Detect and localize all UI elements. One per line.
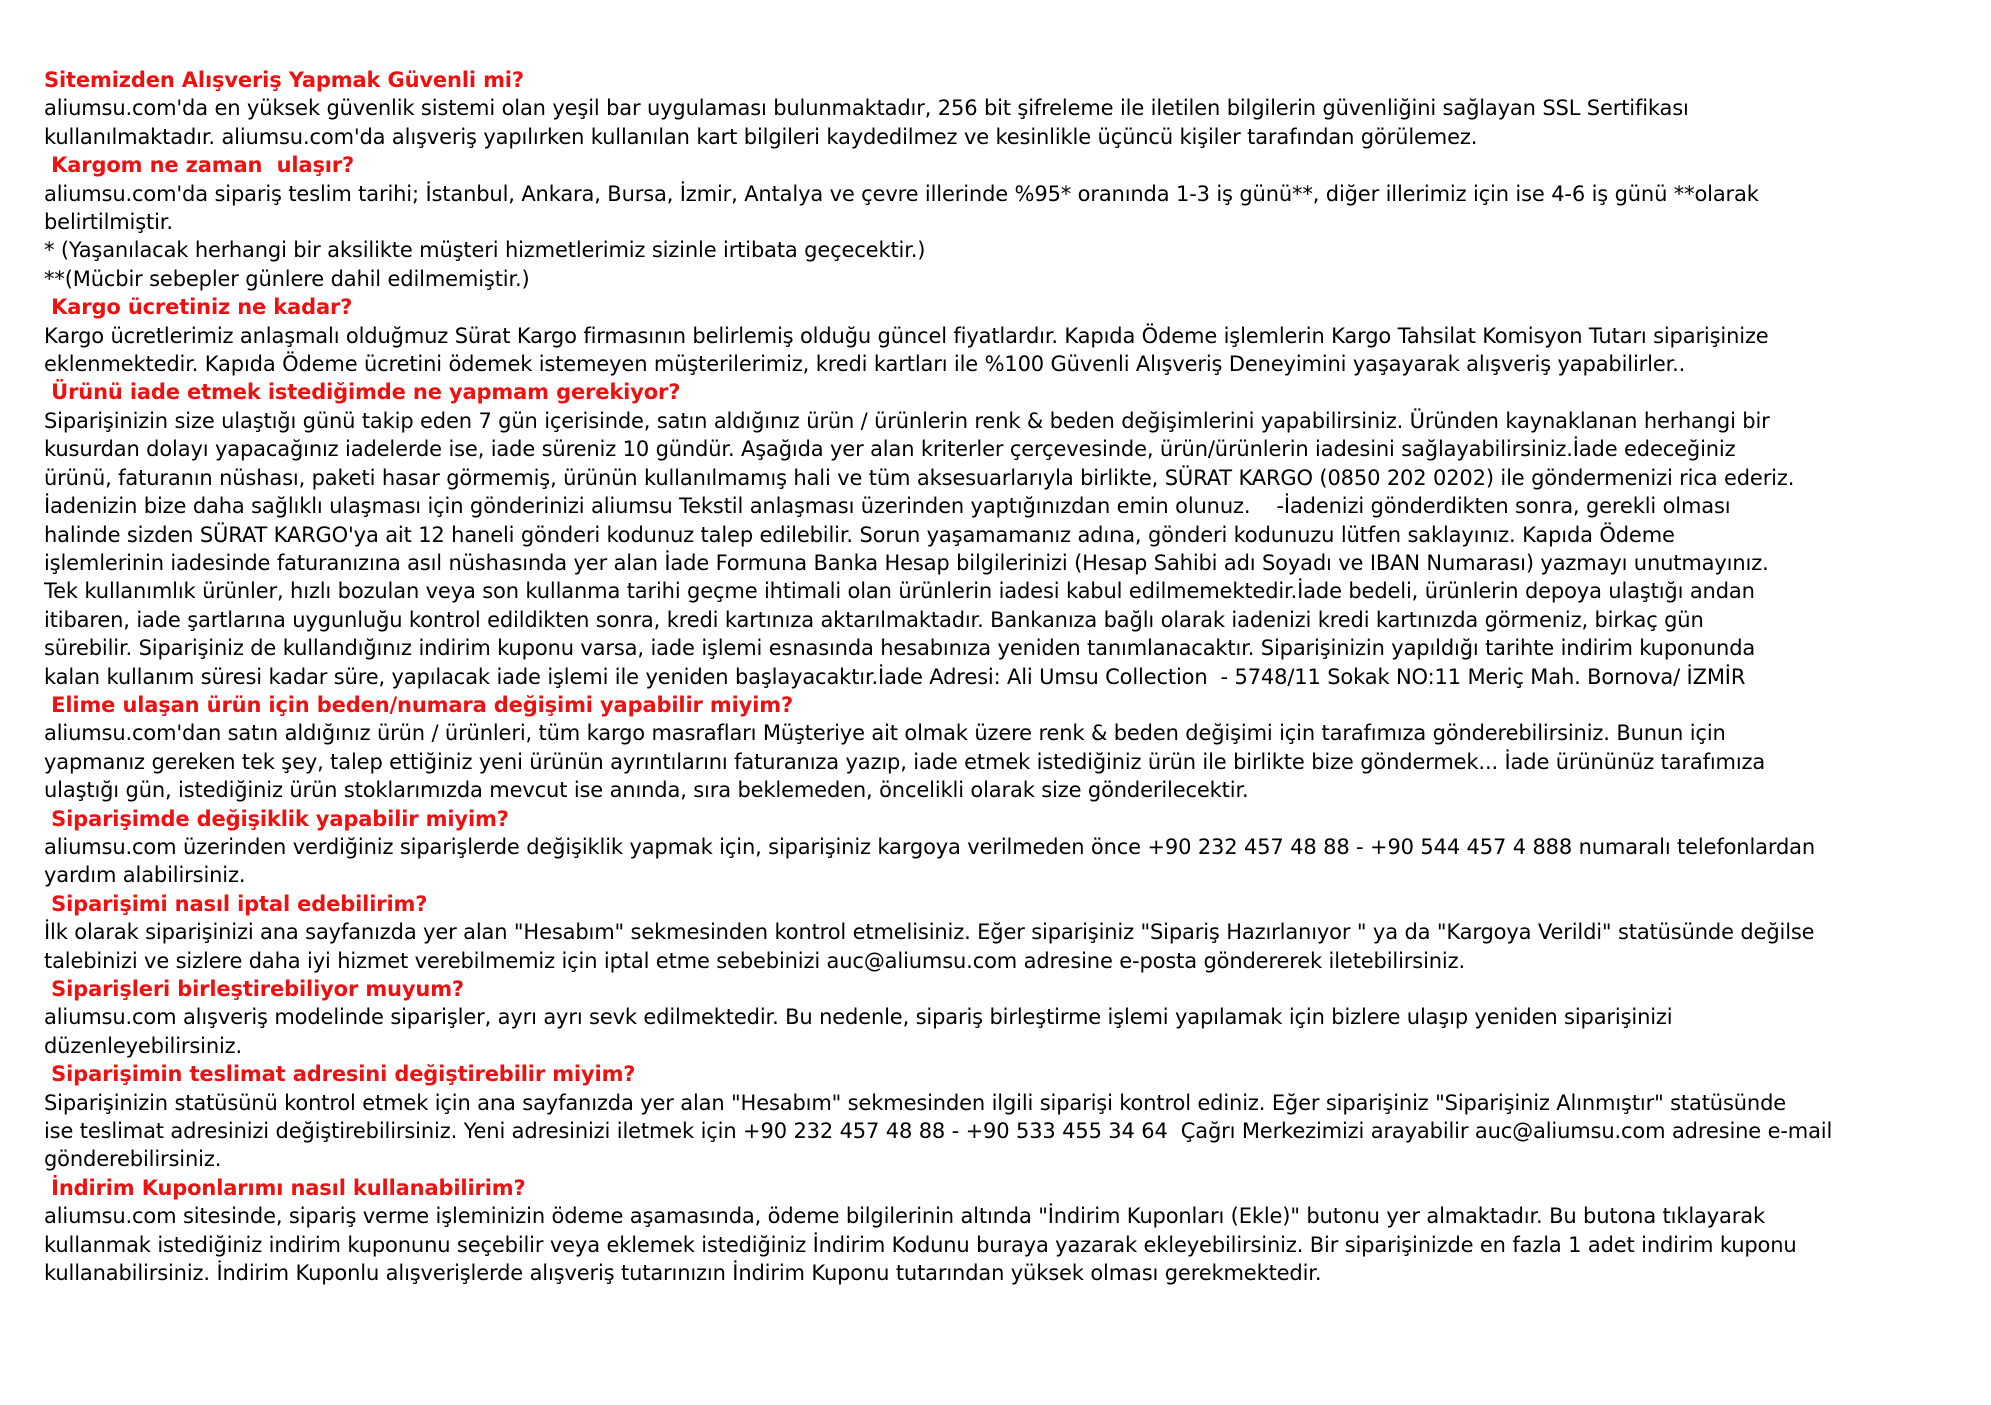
faq-answer-line: Siparişinizin statüsünü kontrol etmek için ana sayfanızda yer alan "Hesabım" sekmesinden ilgili siparişi kontrol ediniz. Eğer siparişiniz "Siparişiniz Alınmıştır" statüsünde	[44, 1090, 1787, 1115]
faq-answer	[44, 407, 1944, 691]
faq-answer-line: **(Mücbir sebepler günlere dahil edilmemiştir.)	[44, 266, 530, 291]
faq-answer-line: işlemlerinin iadesinde faturanızına asıl nüshasında yer alan İade Formuna Banka Hesap bilgilerinizi (Hesap Sahibi adı Soyadı ve IBAN Numarası) yazmayı unutmayınız.	[44, 550, 1769, 575]
faq-question: Siparişimde değişiklik yapabilir miyim?	[44, 806, 509, 831]
faq-answer-line: yapmanız gereken tek şey, talep ettiğiniz yeni ürünün ayrıntılarını faturanıza yazıp, iade etmek istediğiniz ürün ile birlikte bize göndermek... İade ürününüz tarafımıza	[44, 749, 1766, 774]
faq-answer-line: ürünü, faturanın nüshası, paketi hasar görmemiş, ürünün kullanılmamış hali ve tüm aksesuarlarıyla birlikte, SÜRAT KARGO (0850 202 0202) ile göndermenizi rica ederiz.	[44, 465, 1795, 490]
faq-answer	[44, 1003, 1944, 1060]
faq-answer	[44, 322, 1944, 379]
faq-question: Kargom ne zaman ulaşır?	[44, 153, 355, 178]
faq-answer-line: halinde sizden SÜRAT KARGO'ya ait 12 haneli gönderi kodunuz talep edilebilir. Sorun yaşamamanız adına, gönderi kodunuzu lütfen saklayınız. Kapıda Ödeme	[44, 522, 1675, 547]
faq-answer-line: Tek kullanımlık ürünler, hızlı bozulan veya son kullanma tarihi geçme ihtimali olan ürünlerin iadesi kabul edilmemektedir.İade bedeli, ürünlerin depoya ulaştığı andan	[44, 579, 1755, 604]
faq-answer-line: aliumsu.com üzerinden verdiğiniz siparişlerde değişiklik yapmak için, siparişiniz kargoya verilmeden önce +90 232 457 48 88 - +90 544 457 4 888 numaralı telefonlardan	[44, 834, 1816, 859]
faq-answer-line: eklenmektedir. Kapıda Ödeme ücretini ödemek istemeyen müşterilerimiz, kredi kartları ile %100 Güvenli Alışveriş Deneyimini yaşayarak alışveriş yapabilirler..	[44, 352, 1686, 377]
faq-item	[44, 293, 1944, 378]
faq-answer	[44, 94, 1944, 151]
faq-answer-line: kalan kullanım süresi kadar süre, yapılacak iade işlemi ile yeniden başlayacaktır.İade Adresi: Ali Umsu Collection - 5748/11 Sokak NO:11 Meriç Mah. Bornova/ İZMİR	[44, 664, 1746, 689]
faq-answer	[44, 180, 1944, 294]
faq-answer-line: itibaren, iade şartlarına uygunluğu kontrol edildikten sonra, kredi kartınıza aktarılmaktadır. Bankanıza bağlı olarak iadenizi kredi kartınızda görmeniz, birkaç gün	[44, 607, 1704, 632]
faq-item	[44, 66, 1944, 151]
faq-answer-line: ulaştığı gün, istediğiniz ürün stoklarımızda mevcut ise anında, sıra beklemeden, öncelikli olarak size gönderilecektir.	[44, 778, 1249, 803]
faq-question: Siparişleri birleştirebiliyor muyum?	[44, 977, 464, 1001]
faq-answer	[44, 833, 1944, 890]
faq-question: Ürünü iade etmek istediğimde ne yapmam gerekiyor?	[44, 380, 681, 405]
faq-answer-line: yardım alabilirsiniz.	[44, 863, 246, 888]
faq-answer	[44, 918, 1944, 975]
faq-item	[44, 378, 1944, 690]
faq-answer-line: * (Yaşanılacak herhangi bir aksilikte müşteri hizmetlerimiz sizinle irtibata geçecektir.)	[44, 238, 926, 263]
faq-answer-line: ise teslimat adresinizi değiştirebilirsiniz. Yeni adresinizi iletmek için +90 232 457 48 88 - +90 533 455 34 64 Çağrı Merkezimizi arayabilir auc@aliumsu.com adresine e-mail	[44, 1119, 1833, 1144]
faq-answer-line: aliumsu.com'da en yüksek güvenlik sistemi olan yeşil bar uygulaması bulunmaktadır, 256 bit şifreleme ile iletilen bilgilerin güvenliğini sağlayan SSL Sertifikası	[44, 96, 1689, 121]
faq-answer-line: kusurdan dolayı yapacağınız iadelerde ise, iade süreniz 10 gündür. Aşağıda yer alan kriterler çerçevesinde, ürün/ürünlerin iadesini sağlayabilirsiniz.İade edeceğiniz	[44, 437, 1736, 462]
faq-answer-line: Siparişinizin size ulaştığı günü takip eden 7 gün içerisinde, satın aldığınız ürün / ürünlerin renk & beden değişimlerini yapabilirsiniz. Üründen kaynaklanan herhangi bir	[44, 408, 1770, 433]
faq-answer-line: kullanmak istediğiniz indirim kuponunu seçebilir veya eklemek istediğiniz İndirim Kodunu buraya yazarak ekleyebilirsiniz. Bir siparişinizde en fazla 1 adet indirim kuponu	[44, 1232, 1797, 1257]
faq-answer	[44, 1089, 1944, 1174]
faq-answer-line: İadenizin bize daha sağlıklı ulaşması için gönderinizi aliumsu Tekstil anlaşması üzerinden yaptığınızdan emin olunuz. -İadenizi gönderdikten sonra, gerekli olması	[44, 494, 1731, 519]
faq-answer	[44, 719, 1944, 804]
faq-item	[44, 151, 1944, 293]
faq-answer-line: Kargo ücretlerimiz anlaşmalı olduğmuz Sürat Kargo firmasının belirlemiş olduğu güncel fiyatlardır. Kapıda Ödeme işlemlerin Kargo Tahsilat Komisyon Tutarı siparişinize	[44, 323, 1769, 348]
faq-answer-line: sürebilir. Siparişiniz de kullandığınız indirim kuponu varsa, iade işlemi esnasında hesabınıza yeniden tanımlanacaktır. Siparişinizin yapıldığı tarihte indirim kuponunda	[44, 636, 1756, 661]
faq-answer-line: kullanılmaktadır. aliumsu.com'da alışveriş yapılırken kullanılan kart bilgileri kaydedilmez ve kesinlikle üçüncü kişiler tarafından görülemez.	[44, 124, 1478, 149]
faq-question: Elime ulaşan ürün için beden/numara değişimi yapabilir miyim?	[44, 692, 794, 717]
faq-question: Siparişimi nasıl iptal edebilirim?	[44, 891, 428, 916]
faq-item	[44, 691, 1944, 805]
faq-answer-line: kullanabilirsiniz. İndirim Kuponlu alışverişlerde alışveriş tutarınızın İndirim Kuponu tutarından yüksek olması gerekmektedir.	[44, 1261, 1322, 1286]
faq-item	[44, 1060, 1944, 1174]
faq-answer-line: İlk olarak siparişinizi ana sayfanızda yer alan "Hesabım" sekmesinden kontrol etmelisiniz. Eğer siparişiniz "Sipariş Hazırlanıyor " ya da "Kargoya Verildi" statüsünde değilse	[44, 920, 1815, 945]
faq-item	[44, 1174, 1944, 1288]
faq-answer-line: aliumsu.com'da sipariş teslim tarihi; İstanbul, Ankara, Bursa, İzmir, Antalya ve çevre illerinde %95* oranında 1-3 iş günü**, diğer illerimiz için ise 4-6 iş günü **olarak	[44, 181, 1759, 206]
faq-item	[44, 805, 1944, 890]
faq-question: Siparişimin teslimat adresini değiştirebilir miyim?	[44, 1062, 636, 1087]
faq-answer	[44, 1202, 1944, 1287]
faq-answer-line: aliumsu.com alışveriş modelinde siparişler, ayrı ayrı sevk edilmektedir. Bu nedenle, sipariş birleştirme işlemi yapılamak için bizlere ulaşıp yeniden siparişinizi	[44, 1005, 1673, 1030]
faq-question: İndirim Kuponlarımı nasıl kullanabilirim?	[44, 1175, 526, 1200]
faq-answer-line: düzenleyebilirsiniz.	[44, 1033, 243, 1058]
faq-item	[44, 975, 1944, 1060]
faq-list	[44, 66, 1944, 1287]
faq-answer-line: belirtilmiştir.	[44, 210, 173, 235]
faq-question: Kargo ücretiniz ne kadar?	[44, 295, 353, 320]
faq-answer-line: talebinizi ve sizlere daha iyi hizmet verebilmemiz için iptal etme sebebinizi auc@aliumsu.com adresine e-posta göndererek iletebilirsiniz.	[44, 948, 1465, 973]
faq-question: Sitemizden Alışveriş Yapmak Güvenli mi?	[44, 68, 524, 92]
faq-answer-line: aliumsu.com sitesinde, sipariş verme işleminizin ödeme aşamasında, ödeme bilgilerinin altında "İndirim Kuponları (Ekle)" butonu yer almaktadır. Bu butona tıklayarak	[44, 1204, 1765, 1229]
faq-answer-line: gönderebilirsiniz.	[44, 1147, 222, 1172]
faq-item	[44, 890, 1944, 975]
faq-answer-line: aliumsu.com'dan satın aldığınız ürün / ürünleri, tüm kargo masrafları Müşteriye ait olmak üzere renk & beden değişimi için tarafımıza gönderebilirsiniz. Bunun için	[44, 721, 1726, 746]
